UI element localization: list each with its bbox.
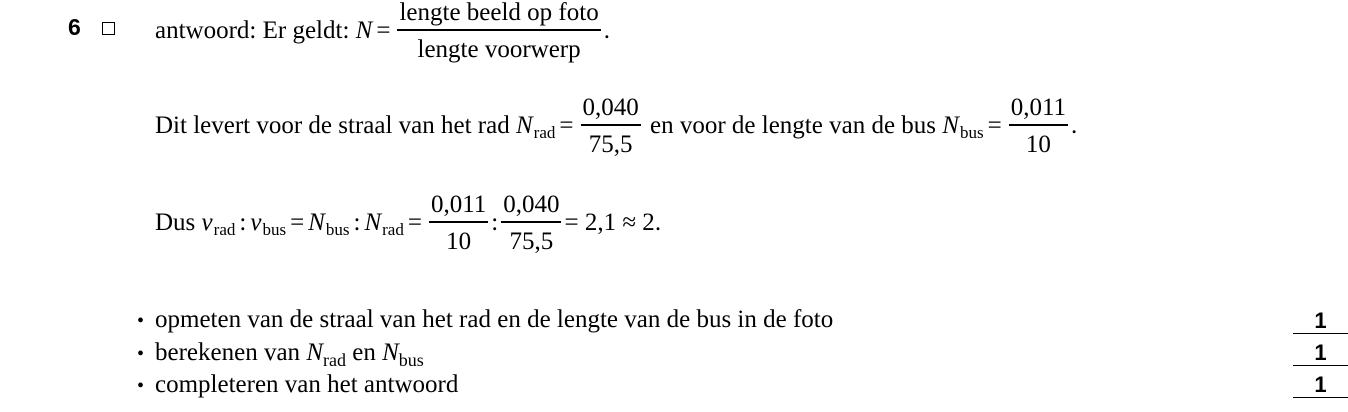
answer-prefix: antwoord: Er geldt: xyxy=(155,16,350,44)
var-n-bus: N xyxy=(382,339,399,366)
score-2: 1 xyxy=(1293,341,1348,366)
sub-bus: bus xyxy=(325,219,350,239)
period: . xyxy=(603,16,610,44)
fraction-magnification xyxy=(397,0,600,62)
fraction-denominator: 75,5 xyxy=(588,130,633,158)
sub-bus: bus xyxy=(398,350,424,370)
sub-rad: rad xyxy=(533,122,556,142)
bullet-text: completeren van het antwoord xyxy=(155,371,459,398)
fraction-n-rad xyxy=(581,95,641,157)
var-n-rad: N xyxy=(306,339,323,366)
score-3: 1 xyxy=(1293,373,1348,398)
bullet-text: berekenen van xyxy=(155,339,301,366)
checkbox[interactable] xyxy=(102,22,115,35)
fraction-bus xyxy=(429,192,488,254)
var-n-rad: N xyxy=(515,111,533,139)
period: . xyxy=(1071,111,1078,139)
result: = 2,1 ≈ 2 xyxy=(564,208,655,236)
line-3 xyxy=(155,192,661,254)
bullet-dot: • xyxy=(137,343,145,365)
line2-text1: Dit levert voor de straal van het rad xyxy=(155,111,510,139)
fraction-numerator: 0,011 xyxy=(430,191,487,218)
sub-rad: rad xyxy=(382,219,404,239)
var-n-bus: N xyxy=(308,208,325,236)
colon: : xyxy=(353,208,361,236)
var-n: N xyxy=(355,16,373,44)
colon: : xyxy=(239,208,247,236)
line-2: Dit levert voor de straal van het rad N rad = $\frac{0,040}{75,5}$ en voor de lengte van de bus N bus = $\frac{0,011}{10}$ . xyxy=(155,94,1078,158)
fraction-numerator: 0,040 xyxy=(582,94,639,121)
line3-prefix: Dus xyxy=(155,208,196,236)
equals: = xyxy=(407,208,422,236)
bullet-mid: en xyxy=(352,339,376,366)
sub-bus: bus xyxy=(959,122,984,142)
fraction-denominator: 10 xyxy=(446,227,472,255)
fraction-denominator: lengte voorwerp xyxy=(417,35,581,63)
var-v-bus: v xyxy=(250,208,262,236)
bullet-dot: • xyxy=(137,310,145,332)
sub-rad: rad xyxy=(213,219,236,239)
var-n-rad: N xyxy=(364,208,382,236)
fraction-denominator: 75,5 xyxy=(509,227,554,255)
var-v-rad: v xyxy=(201,208,213,236)
bullet-text: opmeten van de straal van het rad en de lengte van de bus in de foto xyxy=(155,306,834,333)
bullet-item xyxy=(137,306,833,334)
equals: = xyxy=(290,208,305,236)
answer-line xyxy=(155,0,610,62)
fraction-numerator: 0,011 xyxy=(1010,94,1067,121)
var-n-bus: N xyxy=(942,111,959,139)
bullet-item xyxy=(137,339,424,370)
sub-bus: bus xyxy=(262,219,287,239)
colon: : xyxy=(491,208,499,236)
fraction-denominator: 10 xyxy=(1025,130,1051,158)
fraction-numerator: lengte beeld op foto xyxy=(399,0,599,26)
equals: = xyxy=(376,16,391,44)
score-1: 1 xyxy=(1293,309,1348,334)
bullet-item xyxy=(137,371,458,399)
sub-rad: rad xyxy=(323,350,346,370)
fraction-n-bus xyxy=(1009,95,1068,157)
question-number: 6 xyxy=(68,14,81,40)
fraction-rad xyxy=(501,192,561,254)
line2-text2: en voor de lengte van de bus xyxy=(650,111,937,139)
period: . xyxy=(654,208,662,236)
bullet-dot: • xyxy=(137,375,145,397)
fraction-numerator: 0,040 xyxy=(503,191,560,218)
